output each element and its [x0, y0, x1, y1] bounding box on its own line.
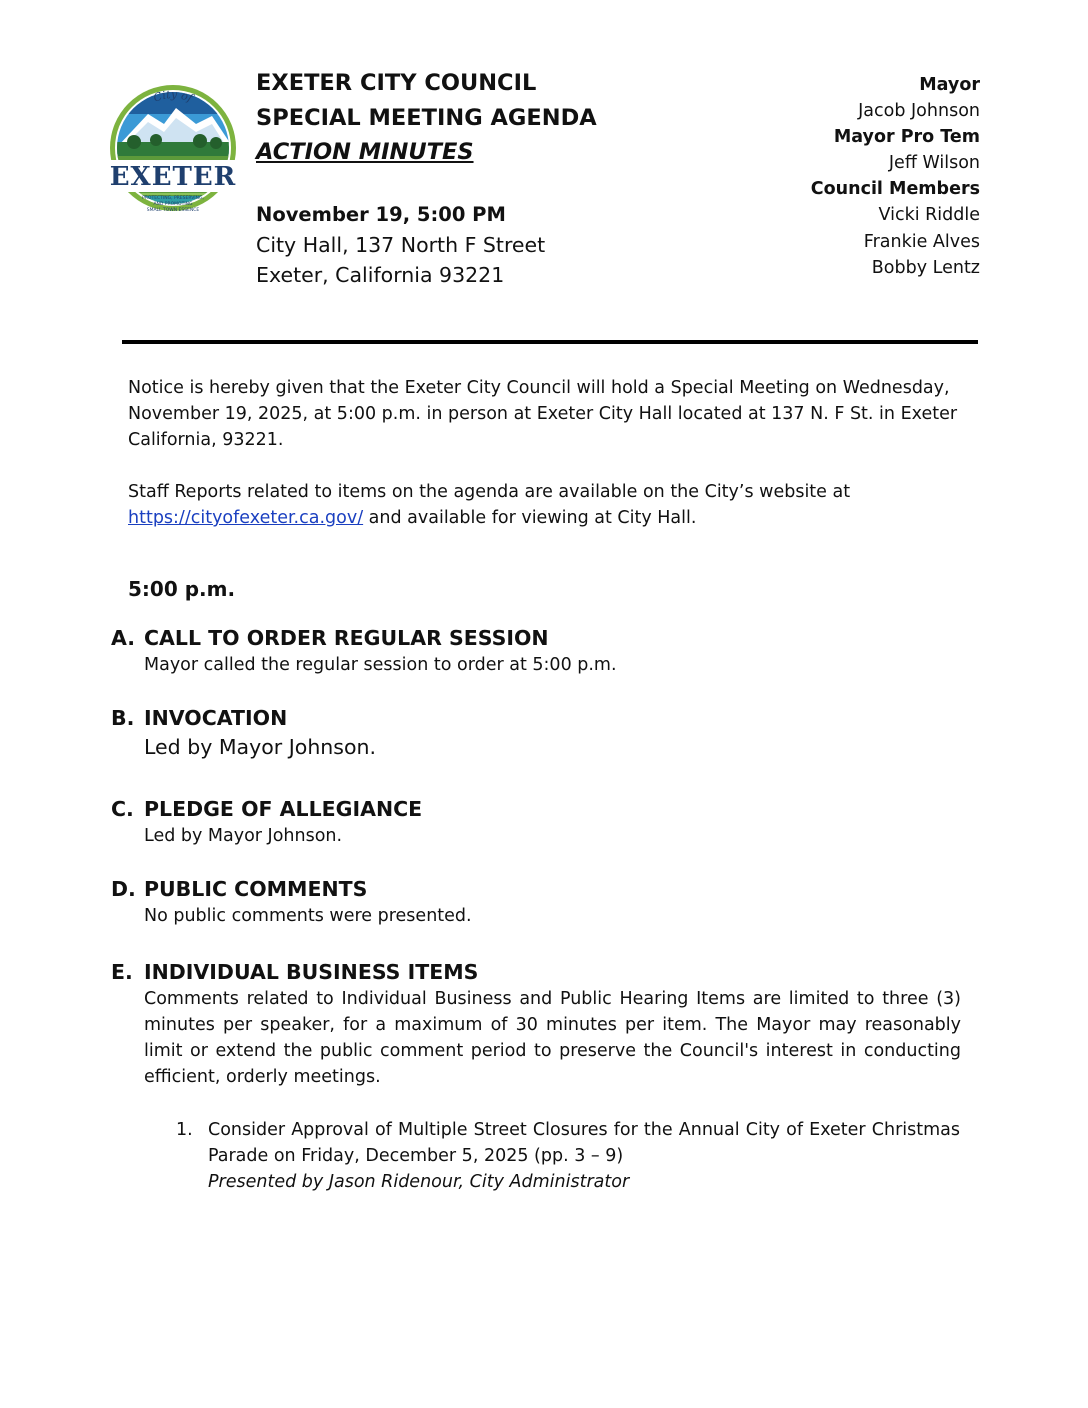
council-members-label: Council Members [810, 179, 980, 200]
meeting-date-time: November 19, 5:00 PM [256, 203, 506, 226]
section-letter: B. [111, 706, 135, 730]
section-letter: D. [111, 877, 136, 901]
business-item [176, 1117, 960, 1195]
mayor-label: Mayor [919, 75, 980, 95]
svg-text:SMALL TOWN ESSENCE: SMALL TOWN ESSENCE [146, 208, 200, 213]
section-title: INDIVIDUAL BUSINESS ITEMS [144, 960, 479, 984]
item-number: 1. [176, 1120, 193, 1140]
city-seal-icon [104, 84, 242, 218]
council-member-name: Vicki Riddle [878, 205, 980, 226]
section-body: Comments related to Individual Business and Public Hearing Items are limited to three (3) minutes per speaker, for a maximum of 30 minutes per item. The Mayor may reasonably limit or extend the public comment period to preserve the Council's interest in conducting efficient, orderly meetings. [144, 989, 961, 1087]
council-member-name: Frankie Alves [863, 231, 980, 252]
section-title: INVOCATION [144, 706, 288, 730]
header-divider [122, 340, 978, 344]
pro-tem-label: Mayor Pro Tem [833, 127, 980, 148]
section-body: Led by Mayor Johnson. [144, 826, 343, 846]
meeting-info [256, 200, 545, 290]
svg-text:EXETER: EXETER [109, 162, 237, 192]
section-public-comments [111, 875, 961, 929]
section-title: PLEDGE OF ALLEGIANCE [144, 797, 423, 821]
section-pledge [111, 795, 961, 849]
section-body: Mayor called the regular session to order at 5:00 p.m. [144, 655, 617, 675]
council-roster [811, 72, 980, 281]
section-call-to-order [111, 624, 961, 678]
staff-reports-note [128, 479, 958, 531]
svg-text:AND PROMOTING: AND PROMOTING [153, 202, 193, 207]
council-member-name: Bobby Lentz [871, 257, 980, 278]
staff-reports-text-end: and available for viewing at City Hall. [363, 508, 697, 528]
agenda-title-block [256, 66, 597, 170]
section-letter: E. [111, 960, 133, 984]
action-minutes-label: ACTION MINUTES [256, 139, 474, 165]
pro-tem-name: Jeff Wilson [888, 153, 980, 174]
agenda-type: SPECIAL MEETING AGENDA [256, 104, 597, 131]
meeting-notice: Notice is hereby given that the Exeter City Council will hold a Special Meeting on Wednesday, November 19, 2025, at 5:00 p.m. in person at Exeter City Hall located at 137 N. F St. in Exeter California, 93221. [128, 378, 958, 450]
item-description: Consider Approval of Multiple Street Closures for the Annual City of Exeter Christmas Parade on Friday, December 5, 2025 (pp. 3 – 9) [208, 1120, 960, 1166]
section-title: PUBLIC COMMENTS [144, 877, 368, 901]
mayor-name: Jacob Johnson [858, 101, 980, 122]
city-website-link[interactable]: https://cityofexeter.ca.gov/ [128, 508, 364, 528]
time-heading: 5:00 p.m. [128, 577, 236, 601]
section-invocation [111, 704, 961, 762]
staff-reports-text: Staff Reports related to items on the agenda are available on the City’s website at [128, 482, 851, 502]
svg-text:PROTECTING, PRESERVING,: PROTECTING, PRESERVING, [142, 196, 204, 201]
meeting-location-street: City Hall, 137 North F Street [256, 233, 546, 257]
section-business-items [111, 958, 961, 1090]
council-title: EXETER CITY COUNCIL [256, 70, 537, 96]
section-body: No public comments were presented. [144, 906, 472, 926]
section-letter: A. [111, 626, 136, 650]
svg-text:City of: City of [151, 87, 195, 105]
section-body: Led by Mayor Johnson. [144, 735, 377, 759]
item-presenter: Presented by Jason Ridenour, City Administrator [208, 1172, 630, 1192]
section-letter: C. [111, 797, 134, 821]
section-title: CALL TO ORDER REGULAR SESSION [144, 626, 549, 650]
meeting-location-city: Exeter, California 93221 [256, 263, 505, 287]
